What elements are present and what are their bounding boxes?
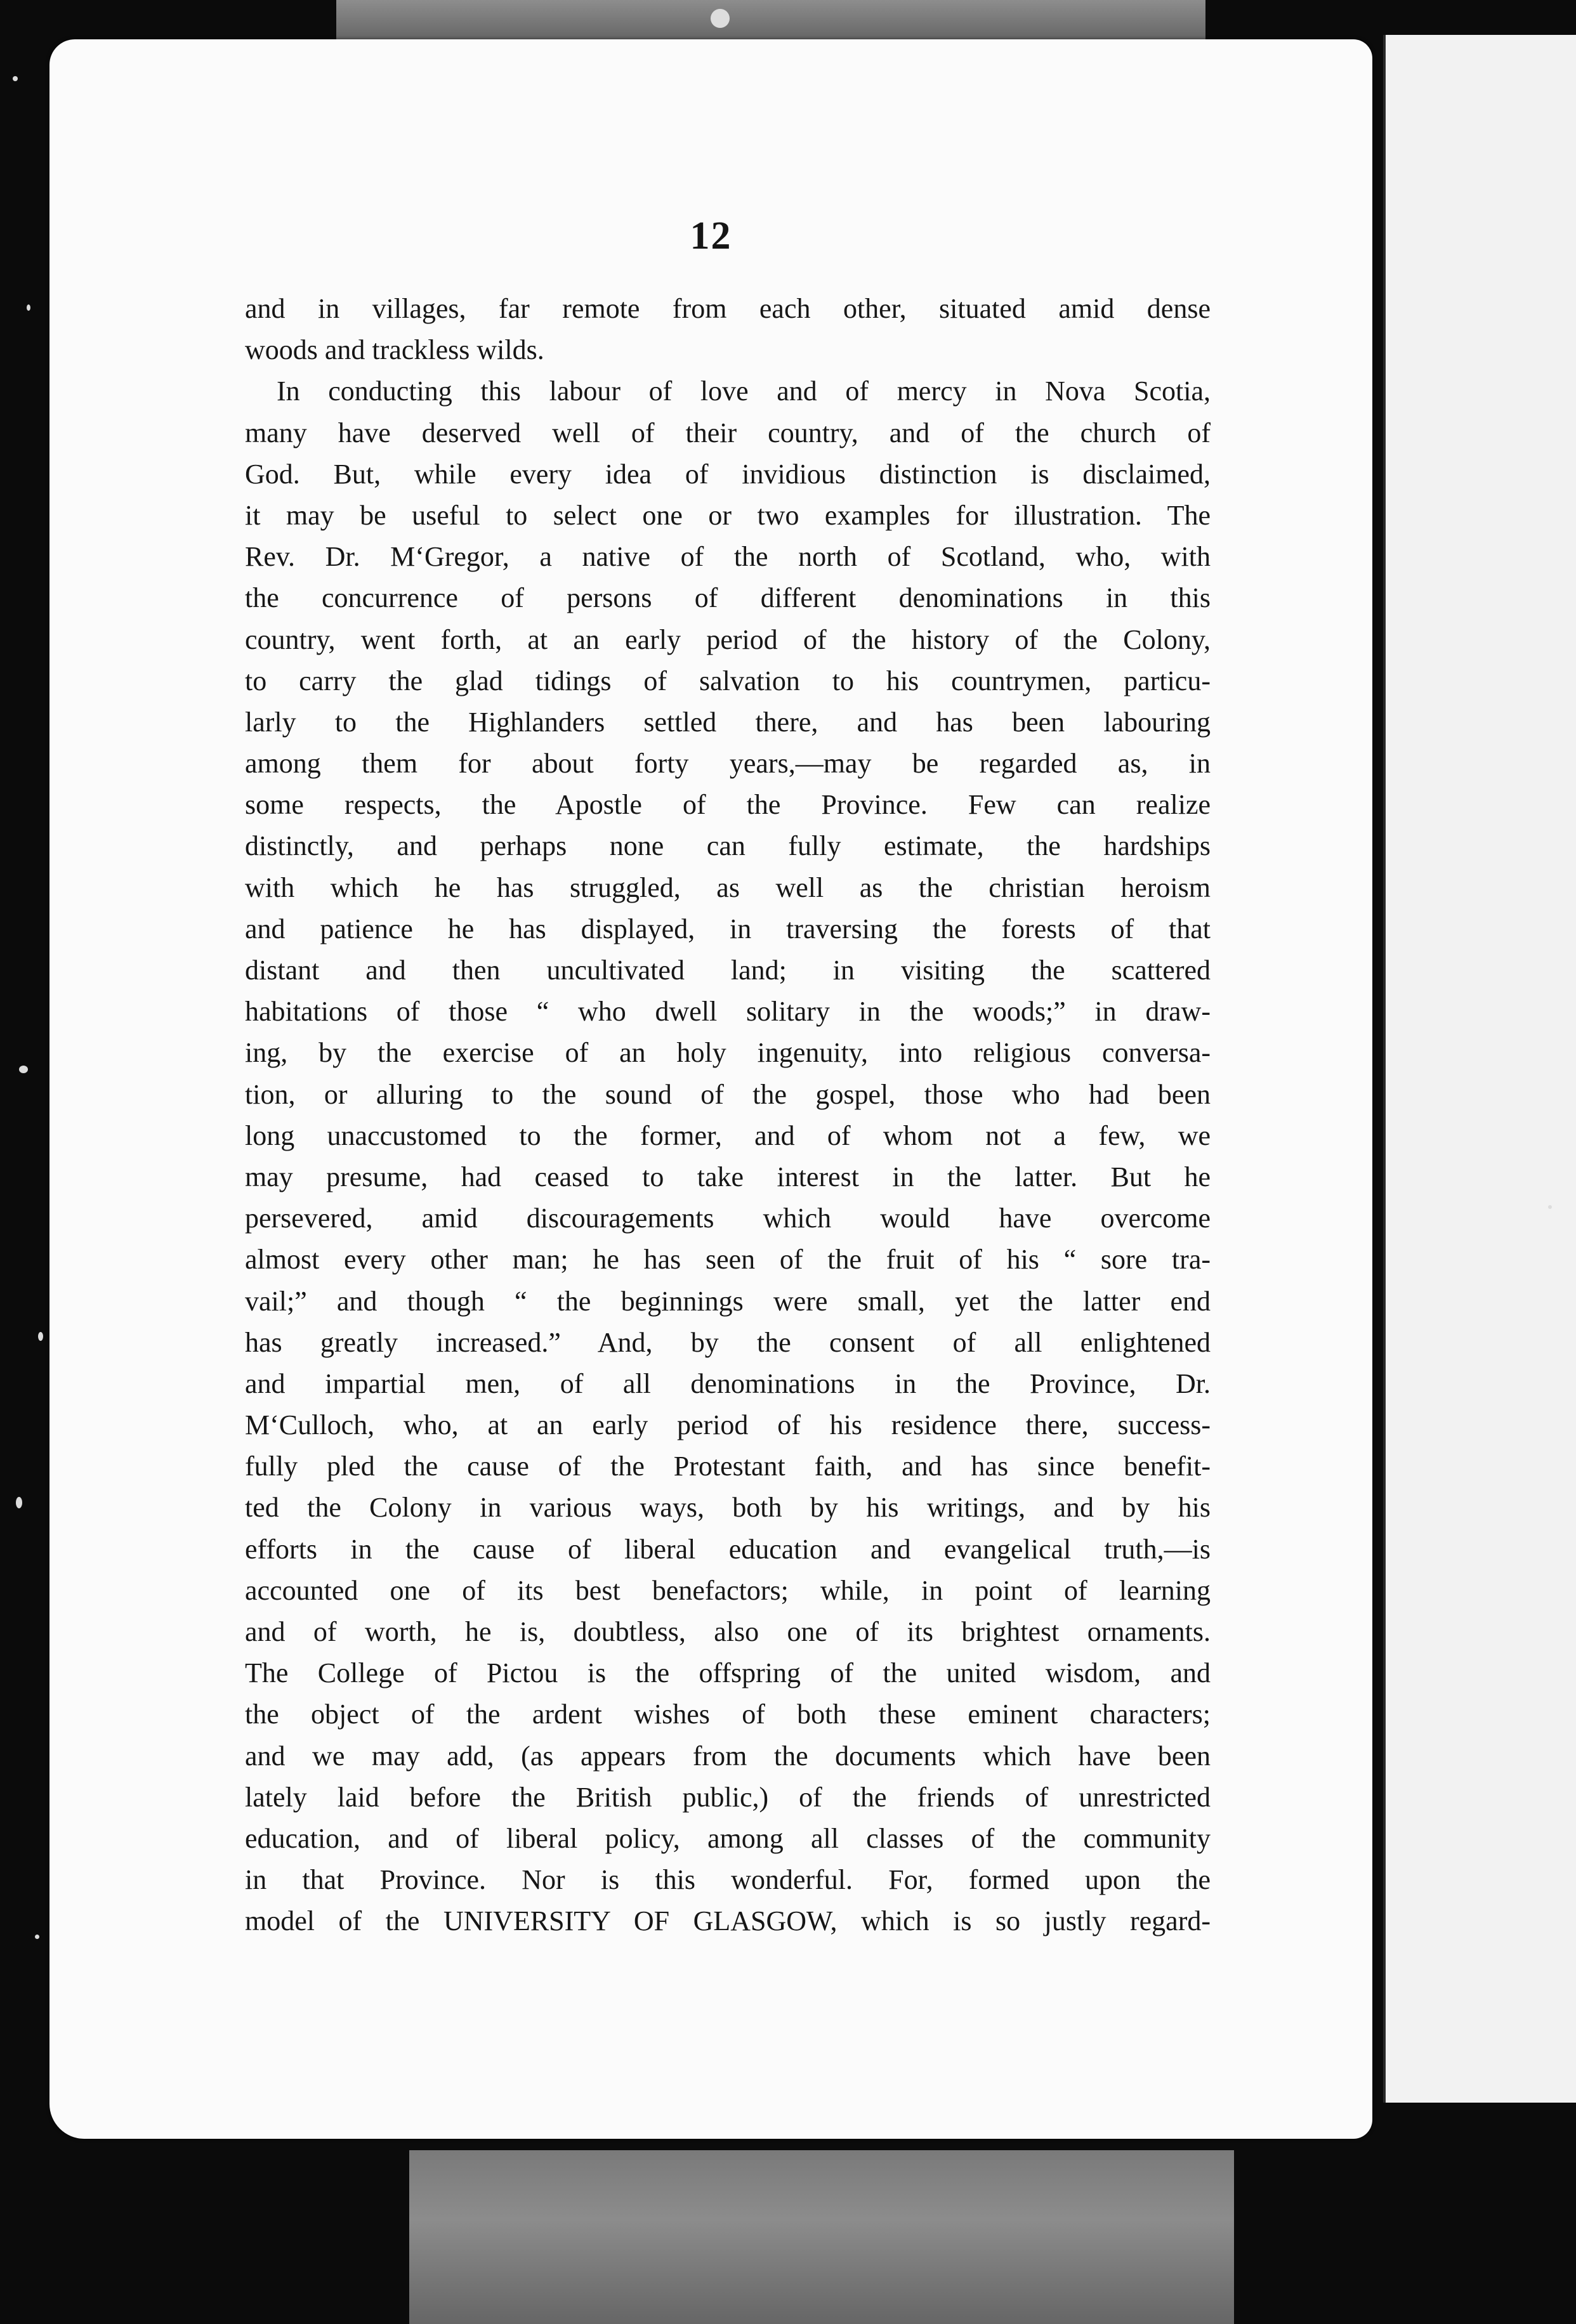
text-line: woods and trackless wilds. bbox=[245, 334, 544, 366]
text-line: many have deserved well of their country, and of the church of bbox=[245, 417, 1211, 448]
text-line: vail;” and though “ the beginnings were small, yet the latter end bbox=[245, 1285, 1211, 1317]
text-line: and of worth, he is, doubtless, also one of its brightest ornaments. bbox=[245, 1616, 1211, 1647]
text-line: long unaccustomed to the former, and of whom not a few, we bbox=[245, 1120, 1211, 1151]
page-number: 12 bbox=[690, 214, 732, 258]
text-line: ing, by the exercise of an holy ingenuity, into religious conversa- bbox=[245, 1037, 1211, 1069]
text-line: larly to the Highlanders settled there, and has been labouring bbox=[245, 706, 1211, 738]
text-line: distant and then uncultivated land; in visiting the scattered bbox=[245, 955, 1211, 986]
text-line: fully pled the cause of the Protestant faith, and has since benefit- bbox=[245, 1451, 1211, 1482]
text-line: persevered, amid discouragements which would have overcome bbox=[245, 1203, 1211, 1234]
binding-strip-bottom bbox=[409, 2150, 1234, 2324]
text-line: ted the Colony in various ways, both by his writings, and by his bbox=[245, 1492, 1211, 1524]
text-line: among them for about forty years,—may be regarded as, in bbox=[245, 748, 1211, 780]
text-line: the concurrence of persons of different denominations in this bbox=[245, 582, 1211, 614]
text-line: M‘Culloch, who, at an early period of his residence there, success- bbox=[245, 1409, 1211, 1441]
text-line: some respects, the Apostle of the Province. Few can realize bbox=[245, 789, 1211, 821]
text-line: efforts in the cause of liberal education and evangelical truth,—is bbox=[245, 1533, 1211, 1565]
text-line: model of the UNIVERSITY OF GLASGOW, which is so justly regard- bbox=[245, 1905, 1211, 1937]
book-page bbox=[49, 39, 1372, 2139]
text-line: In conducting this labour of love and of mercy in Nova Scotia, bbox=[277, 375, 1211, 407]
text-line: education, and of liberal policy, among all classes of the community bbox=[245, 1822, 1211, 1854]
text-line: in that Province. Nor is this wonderful. For, formed upon the bbox=[245, 1864, 1211, 1896]
text-line: and impartial men, of all denominations in the Province, Dr. bbox=[245, 1368, 1211, 1399]
facing-page-edge bbox=[1383, 35, 1576, 2103]
text-line: and patience he has displayed, in traversing the forests of that bbox=[245, 913, 1211, 944]
text-line: it may be useful to select one or two examples for illustration. The bbox=[245, 499, 1211, 531]
text-line: has greatly increased.” And, by the consent of all enlightened bbox=[245, 1326, 1211, 1358]
text-line: country, went forth, at an early period of the history of the Colony, bbox=[245, 623, 1211, 655]
text-line: the object of the ardent wishes of both these eminent characters; bbox=[245, 1699, 1211, 1730]
text-line: may presume, had ceased to take interest in the latter. But he bbox=[245, 1161, 1211, 1192]
text-line: lately laid before the British public,) of the friends of unrestricted bbox=[245, 1781, 1211, 1813]
text-line: God. But, while every idea of invidious distinction is disclaimed, bbox=[245, 458, 1211, 490]
text-line: and in villages, far remote from each other, situated amid dense bbox=[245, 293, 1211, 324]
text-line: habitations of those “ who dwell solitary in the woods;” in draw- bbox=[245, 996, 1211, 1028]
text-line: The College of Pictou is the offspring of the united wisdom, and bbox=[245, 1657, 1211, 1689]
text-line: with which he has struggled, as well as the christian heroism bbox=[245, 872, 1211, 903]
text-line: almost every other man; he has seen of the fruit of his “ sore tra- bbox=[245, 1244, 1211, 1276]
text-line: Rev. Dr. M‘Gregor, a native of the north of Scotland, who, with bbox=[245, 541, 1211, 573]
text-line: accounted one of its best benefactors; while, in point of learning bbox=[245, 1574, 1211, 1606]
text-line: distinctly, and perhaps none can fully estimate, the hardships bbox=[245, 830, 1211, 862]
text-line: tion, or alluring to the sound of the gospel, those who had been bbox=[245, 1078, 1211, 1110]
body-text bbox=[245, 288, 1211, 1942]
text-line: and we may add, (as appears from the documents which have been bbox=[245, 1740, 1211, 1772]
text-line: to carry the glad tidings of salvation to his countrymen, particu- bbox=[245, 665, 1211, 696]
